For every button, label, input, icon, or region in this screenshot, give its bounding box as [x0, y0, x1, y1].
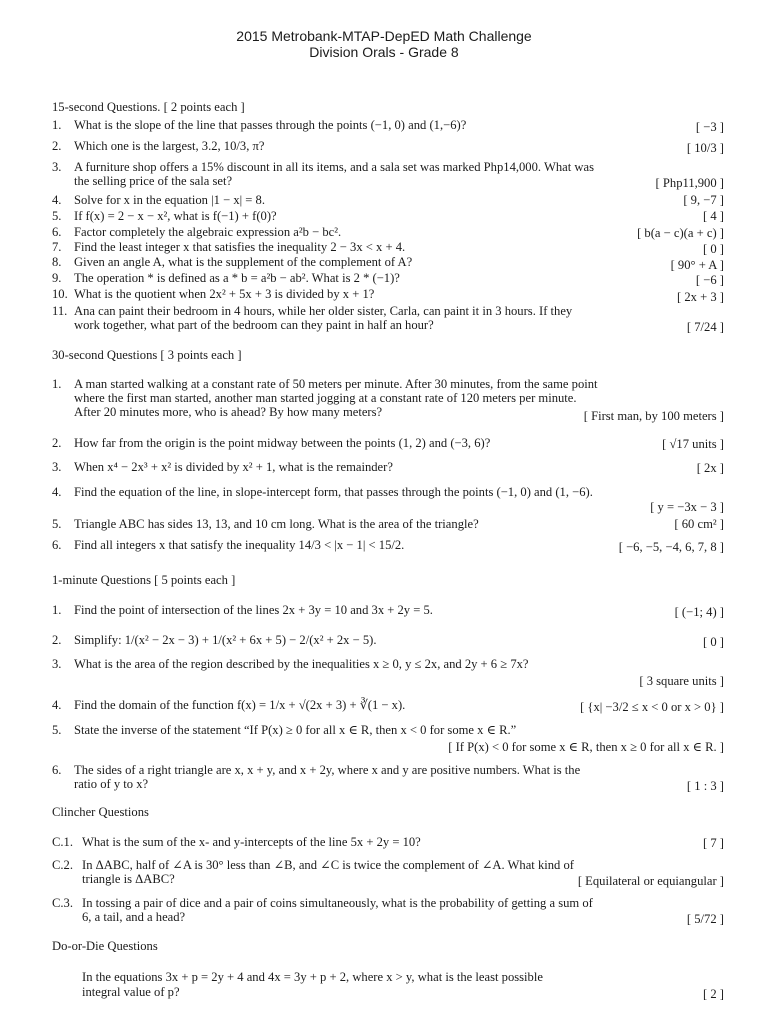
answer-15s-2: [ 10/3 ]: [686, 141, 724, 155]
answer-15s-5: [ 4 ]: [703, 209, 724, 223]
question-15s-5: 5. If f(x) = 2 − x − x², what is f(−1) + f(0)?: [52, 209, 277, 223]
question-15s-7: 7. Find the least integer x that satisfies the inequality 2 − 3x < x + 4.: [52, 240, 406, 254]
answer-30s-4: [ y = −3x − 3 ]: [650, 500, 724, 514]
answer-15s-11: [ 7/24 ]: [686, 320, 724, 334]
question-30s-3: 3. When x⁴ − 2x³ + x² is divided by x² + 1, what is the remainder?: [52, 460, 393, 474]
question-clincher-1: C.1. What is the sum of the x- and y-intercepts of the line 5x + 2y = 10?: [52, 835, 421, 849]
section-heading-clincher: Clincher Questions: [52, 805, 149, 819]
question-30s-5: 5. Triangle ABC has sides 13, 13, and 10 cm long. What is the area of the triangle?: [52, 517, 479, 531]
answer-30s-6: [ −6, −5, −4, 6, 7, 8 ]: [618, 540, 724, 554]
answer-clincher-3: [ 5/72 ]: [686, 912, 724, 926]
question-30s-4: 4. Find the equation of the line, in slope-intercept form, that passes through the points (−1, 0) and (1, −6).: [52, 485, 593, 499]
question-30s-2: 2. How far from the origin is the point midway between the points (1, 2) and (−3, 6)?: [52, 436, 491, 450]
question-15s-4: 4. Solve for x in the equation |1 − x| = 8.: [52, 193, 265, 207]
answer-clincher-2: [ Equilateral or equiangular ]: [577, 874, 724, 888]
question-15s-2: 2. Which one is the largest, 3.2, 10/3, π?: [52, 139, 265, 153]
section-heading-do-or-die: Do-or-Die Questions: [52, 939, 158, 953]
document-header: [0, 28, 768, 60]
answer-15s-10: [ 2x + 3 ]: [677, 290, 724, 304]
question-15s-1: 1. What is the slope of the line that passes through the points (−1, 0) and (1,−6)?: [52, 118, 467, 132]
question-30s-1: 1. A man started walking at a constant rate of 50 meters per minute. After 30 minutes, from the same point where the first man started, another man started jogging at a constant rate of 120 meters per minute. After 20 minutes more, who is ahead? By how many meters?: [52, 377, 598, 419]
answer-1m-1: [ (−1; 4) ]: [674, 605, 724, 619]
answer-15s-8: [ 90° + A ]: [670, 258, 724, 272]
answer-15s-4: [ 9, −7 ]: [683, 193, 724, 207]
answer-1m-6: [ 1 : 3 ]: [686, 779, 724, 793]
question-30s-6: 6. Find all integers x that satisfy the inequality 14/3 < |x − 1| < 15/2.: [52, 538, 405, 552]
question-1m-2: 2. Simplify: 1/(x² − 2x − 3) + 1/(x² + 6x + 5) − 2/(x² + 2x − 5).: [52, 633, 377, 647]
question-15s-9: 9. The operation * is defined as a * b = a²b − ab². What is 2 * (−1)?: [52, 271, 400, 285]
answer-30s-3: [ 2x ]: [696, 461, 724, 475]
question-15s-3: 3. A furniture shop offers a 15% discount in all its items, and a sala set was marked Php14,000. What was the selling price of the sala set?: [52, 160, 594, 188]
question-15s-8: 8. Given an angle A, what is the supplement of the complement of A?: [52, 255, 413, 269]
answer-do-or-die: [ 2 ]: [703, 987, 724, 1001]
question-1m-3: 3. What is the area of the region described by the inequalities x ≥ 0, y ≤ 2x, and 2y + 6 ≥ 7x?: [52, 657, 529, 671]
document-subtitle: Division Orals - Grade 8: [309, 44, 459, 60]
document-title: 2015 Metrobank-MTAP-DepED Math Challenge: [236, 28, 532, 44]
section-heading-15-second: 15-second Questions. [ 2 points each ]: [52, 100, 245, 114]
answer-15s-3: [ Php11,900 ]: [655, 176, 724, 190]
answer-1m-4: [ {x| −3/2 ≤ x < 0 or x > 0} ]: [580, 700, 724, 714]
question-do-or-die: In the equations 3x + p = 2y + 4 and 4x = 3y + p + 2, where x > y, what is the least possible integral value of p?: [82, 970, 543, 999]
answer-15s-6: [ b(a − c)(a + c) ]: [637, 226, 724, 240]
section-heading-1-minute: 1-minute Questions [ 5 points each ]: [52, 573, 236, 587]
question-15s-10: 10. What is the quotient when 2x² + 5x + 3 is divided by x + 1?: [52, 287, 375, 301]
question-clincher-3: C.3. In tossing a pair of dice and a pair of coins simultaneously, what is the probability of getting a sum of 6, a tail, and a head?: [52, 896, 593, 924]
question-1m-4: 4. Find the domain of the function f(x) = 1/x + √(2x + 3) + ∛(1 − x).: [52, 698, 406, 712]
answer-15s-7: [ 0 ]: [703, 242, 724, 256]
section-heading-30-second: 30-second Questions [ 3 points each ]: [52, 348, 242, 362]
answer-1m-2: [ 0 ]: [703, 635, 724, 649]
question-15s-11: 11. Ana can paint their bedroom in 4 hours, while her older sister, Carla, can paint it in 3 hours. If they work together, what part of the bedroom can they paint in half an hour?: [52, 304, 573, 332]
answer-15s-1: [ −3 ]: [695, 120, 724, 134]
question-1m-1: 1. Find the point of intersection of the lines 2x + 3y = 10 and 3x + 2y = 5.: [52, 603, 433, 617]
question-1m-5: 5. State the inverse of the statement “If P(x) ≥ 0 for all x ∈ R, then x < 0 for some x ∈ R.”: [52, 723, 517, 737]
answer-30s-1: [ First man, by 100 meters ]: [583, 409, 724, 423]
answer-30s-5: [ 60 cm² ]: [674, 517, 724, 531]
answer-1m-3: [ 3 square units ]: [639, 674, 724, 688]
question-1m-6: 6. The sides of a right triangle are x, x + y, and x + 2y, where x and y are positive numbers. What is the ratio of y to x?: [52, 763, 581, 791]
answer-30s-2: [ √17 units ]: [662, 437, 724, 451]
answer-clincher-1: [ 7 ]: [703, 836, 724, 850]
question-15s-6: 6. Factor completely the algebraic expression a²b − bc².: [52, 225, 342, 239]
answer-15s-9: [ −6 ]: [695, 273, 724, 287]
question-clincher-2: C.2. In ΔABC, half of ∠A is 30° less than ∠B, and ∠C is twice the complement of ∠A. What kind of triangle is ΔABC?: [52, 858, 574, 886]
answer-1m-5: [ If P(x) < 0 for some x ∈ R, then x ≥ 0 for all x ∈ R. ]: [448, 740, 724, 754]
